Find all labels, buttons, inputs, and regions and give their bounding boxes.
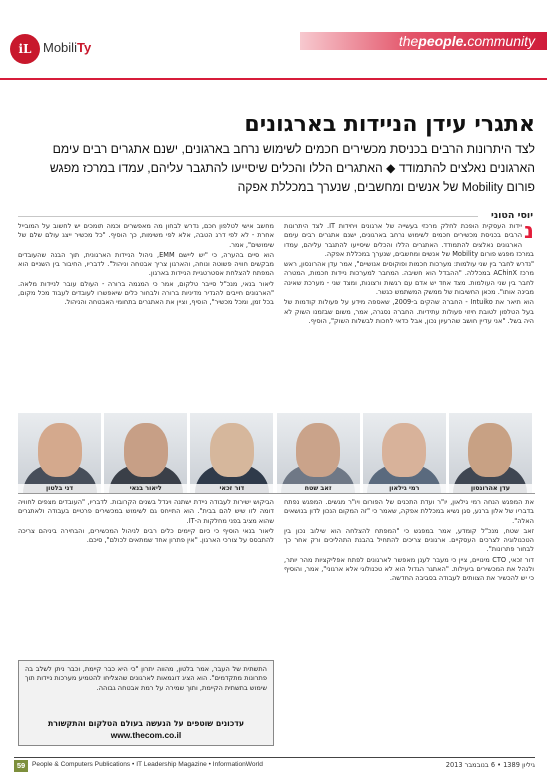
byline-divider [18, 216, 478, 217]
photo-caption: דני בלטון [18, 484, 101, 493]
paragraph: הביקוש ישירות לעבודה ניידת ישתנה ויגדל בשנים הקרובות. לדבריו, "העובדים מצפים לחוויה דומה לזו שיש להם בבית". הוא התייחס גם לשימוש במכשירים פרטיים בעבודה ולאתגרים שהוא מציב בפני מחלקות ה-IT. [18, 498, 274, 525]
paragraph: הוא סיים בהערה, כי "יש ליישם EMM, ניהול הניידות הארגונית, תוך הבנה שהעובדים מבקשים חוויה פשוטה ונוחה, והארגון צריך אבטחה וניהול". לדבריו, החיבור בין השניים הוא המפתח להצלחת אסטרטגיית הניידות בארגון. [18, 250, 274, 278]
article-headline: אתגרי עידן הניידות בארגונים [244, 112, 535, 137]
photo-face [210, 423, 254, 477]
footer-issue-date: גיליון 1389 • 6 בנובמבר 2013 [445, 761, 535, 769]
photo-caption: דור זכאי [190, 484, 273, 493]
article-byline: יוסי הטוני [491, 210, 533, 221]
page-footer [14, 760, 535, 772]
paragraph: את המפגש הנחה רמי גילאון, יו"ר ועדת התכנים של הפורום ויו"ר מגשים. המפגש נפתח בדבריו של אלון ברנע, סגן נשיא במכללת אפקה, שאמר כי "זה המקום הנכון לדון בנושאים האלה". [284, 498, 534, 525]
callout-text: התשתית של העבר, אמר בלטון, מהווה יתרון "כי היא כבר קיימת, וכבר ניתן לשלב בה פתרונות מתקדמים". הוא הציג דוגמאות לארגונים שהצליחו להטמיע מערכות ניידות תוך שימוש בתשתית הקיימת, ותוך שמירה על רמת אבטחה גבוהה. [25, 665, 267, 692]
photo-caption: ליאור בנאי [104, 484, 187, 493]
photo-face [468, 423, 512, 477]
paragraph: מחשב אישי לטלפון חכם, נדרש לבחון מה מאפשרים וכמה תומכים יש לחשוב על המובייל אחרת - לא לפי דרג הטבה, אלא לפי משימות, כך הוסיף. "כל מכשיר ייצג עולם שלם של שימושים", אמר. [18, 222, 274, 249]
speaker-photo [363, 413, 446, 493]
footer-publications: People & Computers Publications • IT Leadership Magazine • InformationWorld [32, 761, 263, 768]
speaker-photo [18, 413, 101, 493]
photo-caption: עדן אהרונסון [449, 484, 532, 493]
body-column-left-upper [18, 222, 274, 412]
callout-link[interactable]: www.thecom.co.il [110, 730, 182, 740]
paragraph: הוא תיאר את Intuiko - החברה שהקים ב-2009, שאספה מידע על פעולות קודמות של בעל הטלפון לטובת חיזוי פעולות עתידיות. החברה נסגרה, אמר, משום שבזמנו השוק לא היה בשל. "אני עדיין חושב שהרעיון נכון, אבל כדאי לחכות לבשלות השוק", הוסיף. [284, 298, 534, 325]
page-header [0, 0, 547, 88]
drop-cap: נ [524, 222, 534, 244]
mobility-logo [10, 34, 98, 64]
speaker-photo [190, 413, 273, 493]
speaker-photo [104, 413, 187, 493]
body-column-right-lower [284, 498, 534, 760]
paragraph: זאב שטח, מנכ"ל קומדע, אמר במפגש כי "המפתח להצלחה הוא שילוב נכון בין הטכנולוגיה לצרכים העסקיים. ארגונים צריכים להתחיל בהבנת התהליכים ורק אחר כך לבחור פתרונות". [284, 526, 534, 554]
paragraph: ליאור בנאי הוסיף כי כיום קיימים כלים רבים לניהול המכשירים, והבחירה ביניהם צריכה להתבסס על צורכי הארגון. "אין פתרון אחד שמתאים לכולם", סיכם. [18, 526, 274, 545]
photo-caption: זאב שטח [277, 484, 360, 493]
logo-mark: iL [10, 34, 40, 64]
speaker-photos [18, 413, 535, 493]
section-band [300, 32, 547, 50]
callout-headline: עדכונים שוטפים על הנעשה בעולם הטלקום והתקשורת [47, 719, 245, 728]
section-title: thepeople.community [398, 33, 535, 49]
body-column-right-upper [284, 222, 534, 412]
speaker-photo [449, 413, 532, 493]
speaker-photo [277, 413, 360, 493]
paragraph: דור זכאי, CTO מינויים, ציין כי מעבר לענן מאפשר לארגונים לפתח אפליקציות מהר יותר, ולנהל את המכשירים ביעילות. "האתגר הגדול הוא לא טכנולוגי אלא ארגוני", אמר, והוסיף כי יש להכשיר את הצוותים לעבודה בסביבה החדשה. [284, 555, 534, 583]
body-column-left-lower [18, 498, 274, 656]
photo-face [124, 423, 168, 477]
page-number: 59 [14, 760, 28, 772]
paragraph: "נדרש לחבר בין שני עולמות: מערכות חכמות ופוקוסים אנושיים", אמר עדן אהרונסון, ראש מרכז AChinX במכללה. "ההבדל הוא חשיבה. המחבר למערכות ניידות חכמות, המטרה לחבר בין שני העולמות. מצד אחד יש אדם עם רגשות ורצונות, ומצד שני - מערכת שאינה מבינה אותו". מכאן החשיבות של ממשק המשתמש כגשר. [284, 260, 534, 297]
photo-face [382, 423, 426, 477]
logo-wordmark: MobiliTy [43, 40, 92, 55]
photo-caption: רמי גילאון [363, 484, 446, 493]
photo-face [296, 423, 340, 477]
paragraph: נ יידות העסקית הופכת לחלק מרכזי בעשייה של ארגונים ויחידות IT. לצד היתרונות הרבים בכניסת מכשירים חכמים לשימוש נרחב בארגונים, ישנם אתגרים רבים עימם הארגונים נאלצים להתמודד. האתגרים הללו והכלים שיסייעו להתגבר עליהם, עמדו במרכז מפגש פורום Mobility של אנשים ומחשבים, שנערך במכללת אפקה. [284, 222, 534, 258]
article-subhead: לצד היתרונות הרבים בכניסת מכשירים חכמים לשימוש נרחב בארגונים, ישנם אתגרים רבים עימם הארגונים נאלצים להתמודד ◆ האתגרים הללו והכלים שיסייעו להתגבר עליהם, עמדו במרכז מפגש פורום Mobility של אנשים ומחשבים, שנערך במכללת אפקה [49, 142, 535, 194]
footer-divider [14, 757, 535, 758]
photo-divider [18, 493, 535, 494]
photo-face [38, 423, 82, 477]
header-divider [0, 78, 547, 80]
promo-callout-box [18, 660, 274, 746]
paragraph: ליאור בנאי, מנכ"ל סייבר טלקום, אמר כי המגמה ברורה - העולם עובר לניידות מלאה. "הארגונים חייבים להגדיר מדיניות ברורה ולבחור כלים שיאפשרו לעובדים לעבוד מכל מקום, בכל זמן, ומכל מכשיר", הוסיף, וציין את האתגרים בתחומי האבטחה והניהול. [18, 279, 274, 307]
